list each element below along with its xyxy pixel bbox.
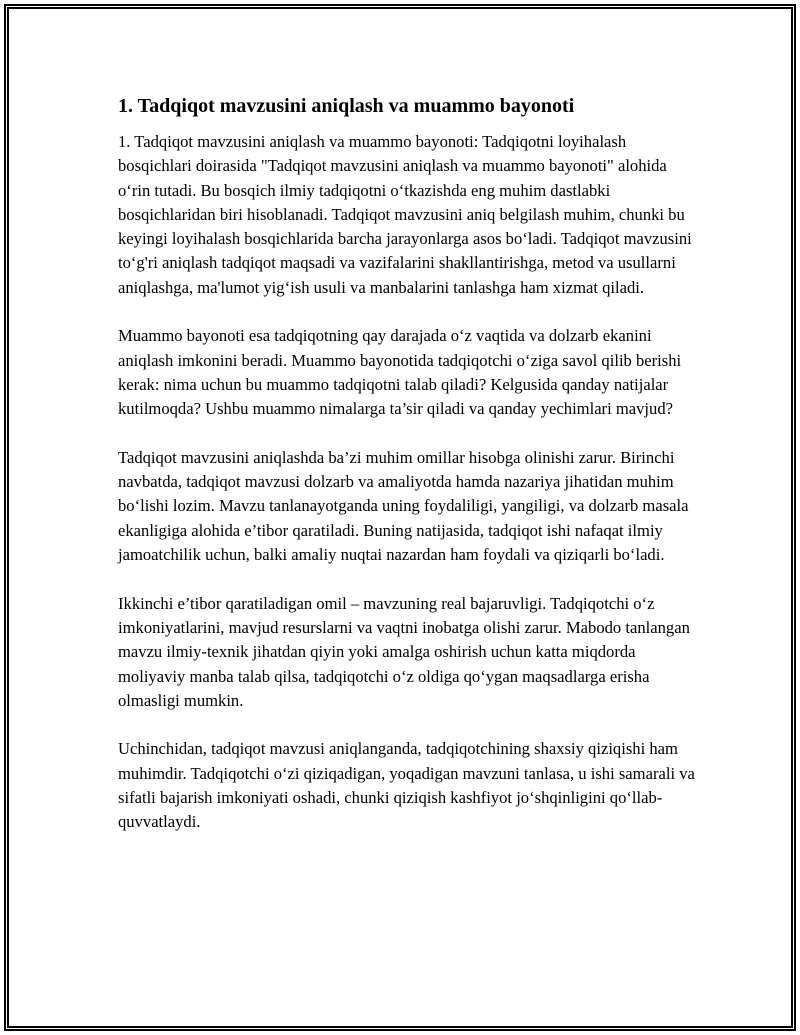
paragraph-intro: 1. Tadqiqot mavzusini aniqlash va muammo bayonoti: Tadqiqotni loyihalash bosqichlari doirasida "Tadqiqot mavzusini aniqlash va muammo bayonoti" alohida o‘rin tutadi. Bu bosqich ilmiy tadqiqotni o‘tkazishda eng muhim dastlabki bosqichlaridan biri hisoblanadi. Tadqiqot mavzusini aniq belgilash muhim, chunki bu keyingi loyihalash bosqichlarida barcha jarayonlarga asos bo‘ladi. Tadqiqot mavzusini to‘g'ri aniqlash tadqiqot maqsadi va vazifalarini shakllantirishga, metod va usullarni aniqlashga, ma'lumot yig‘ish usuli va manbalarini tanlashga ham xizmat qiladi. — [118, 132, 692, 297]
paragraph-feasibility: Ikkinchi e’tibor qaratiladigan omil – mavzuning real bajaruvligi. Tadqiqotchi o‘z imkoniyatlarini, mavjud resurslarni va vaqtni inobatga olishi zarur. Mabodo tanlangan mavzu ilmiy-texnik jihatdan qiyin yoki amalga oshirish uchun katta miqdorda moliyaviy manba talab qilsa, tadqiqotchi o‘z oldiga qo‘ygan maqsadlarga erisha olmasligi mumkin. — [118, 593, 690, 710]
section-heading: 1. Tadqiqot mavzusini aniqlash va muammo bayonoti — [118, 95, 575, 117]
paragraph-factors: Tadqiqot mavzusini aniqlashda ba’zi muhim omillar hisobga olinishi zarur. Birinchi navbatda, tadqiqot mavzusi dolzarb va amaliyotda hamda nazariya jihatidan muhim bo‘lishi lozim. Mavzu tanlanayotganda uning foydaliligi, yangiligi, va dolzarb masala ekanligiga alohida e’tibor qaratiladi. Buning natijasida, tadqiqot ishi nafaqat ilmiy jamoatchilik uchun, balki amaliy nuqtai nazardan ham foydali va qiziqarli bo‘ladi. — [118, 447, 689, 565]
document-body — [118, 92, 703, 859]
paragraph-personal-interest: Uchinchidan, tadqiqot mavzusi aniqlanganda, tadqiqotchining shaxsiy qiziqishi ham muhimdir. Tadqiqotchi o‘zi qiziqadigan, yoqadigan mavzuni tanlasa, u ishi samarali va sifatli bajarish imkoniyati oshadi, chunki qiziqish kashfiyot jo‘shqinligini qo‘llab-quvvatlaydi. — [118, 739, 695, 832]
paragraph-problem-statement: Muammo bayonoti esa tadqiqotning qay darajada o‘z vaqtida va dolzarb ekanini aniqlash imkonini beradi. Muammo bayonotida tadqiqotchi o‘ziga savol qilib berishi kerak: nima uchun bu muammo tadqiqotni talab qiladi? Kelgusida qanday natijalar kutilmoqda? Ushbu muammo nimalarga ta’sir qiladi va qanday yechimlari mavjud? — [118, 326, 682, 419]
